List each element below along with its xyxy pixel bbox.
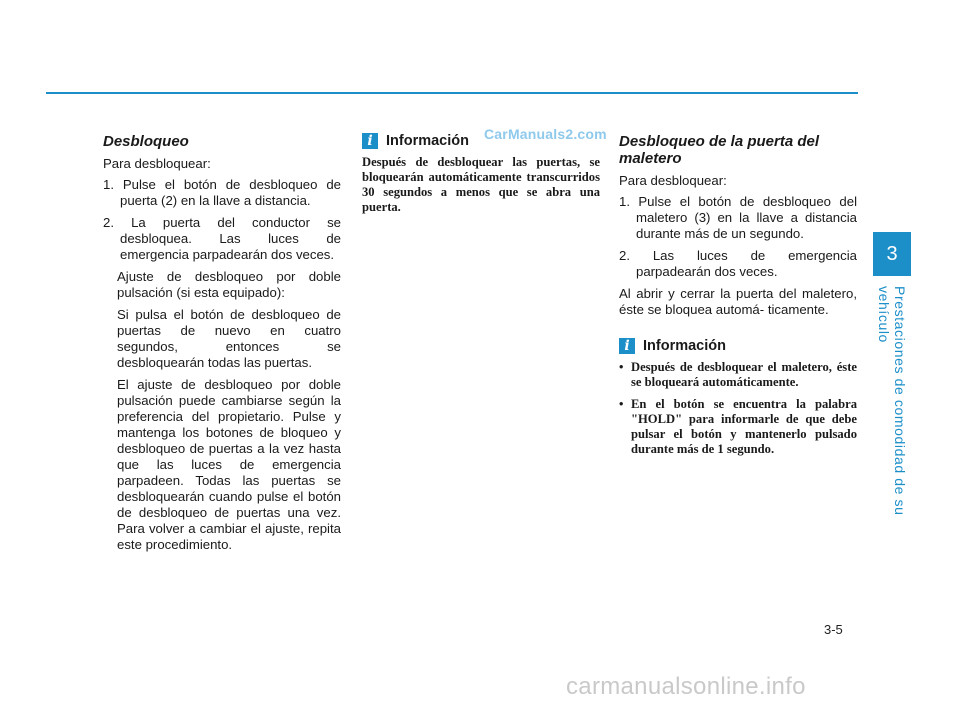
info-icon: i — [362, 133, 378, 149]
step-1: 1. Pulse el botón de desbloqueo de puerta (2) en la llave a distancia. — [103, 177, 341, 208]
bullet-dot: • — [619, 360, 624, 374]
intro-text: Para desbloquear: — [619, 173, 727, 188]
info-text: Después de desbloquear las puertas, se bloquearán automáticamente transcurridos 30 segundos a menos que se abra una puerta. — [362, 155, 600, 214]
step-1: 1. Pulse el botón de desbloqueo del maletero (3) en la llave a distancia durante más de un segundo. — [619, 194, 857, 241]
section-title: Desbloqueo — [103, 133, 189, 150]
page-number: 3-5 — [824, 622, 843, 637]
chapter-number: 3 — [873, 232, 911, 276]
unlock-section — [103, 133, 341, 559]
info-title: Información — [643, 338, 726, 354]
bullet-text: En el botón se encuentra la palabra "HOLD" para informarle de que debe pulsar el botón y mantenerlo pulsado durante más de 1 segundo. — [631, 397, 857, 456]
watermark-top: CarManuals2.com — [484, 126, 607, 142]
info-bullet — [619, 397, 857, 457]
info-box — [362, 133, 600, 215]
trunk-lock-text: Al abrir y cerrar la puerta del maletero, éste se bloquea automá- ticamente. — [619, 286, 857, 317]
bullet-dot: • — [619, 397, 624, 411]
watermark-bottom: carmanualsonline.info — [566, 673, 806, 700]
double-press-text: Si pulsa el botón de desbloqueo de puertas de nuevo en cuatro segundos, entonces se desbloquearán todas las puertas. — [117, 307, 341, 370]
info-bullet — [619, 360, 857, 390]
double-press-heading: Ajuste de desbloqueo por doble pulsación (si esta equipado): — [117, 269, 341, 300]
info-icon: i — [619, 338, 635, 354]
info-title: Información — [386, 133, 469, 149]
info-header — [619, 338, 857, 354]
intro-text: Para desbloquear: — [103, 156, 211, 171]
double-press-setting-text: El ajuste de desbloqueo por doble pulsación puede cambiarse según la preferencia del propietario. Pulse y mantenga los botones de bloqueo y desbloqueo de puertas a la vez hasta que las luces de emergencia parpadeen. Todas las puertas se desbloquearán cuando pulse el botón de desbloqueo de puertas una vez. Para volver a cambiar el ajuste, repita este procedimiento. — [117, 377, 341, 552]
trunk-unlock-section — [619, 133, 857, 464]
step-2: 2. Las luces de emergencia parpadearán dos veces. — [619, 248, 857, 279]
chapter-title: Prestaciones de comodidad de su vehículo — [876, 286, 908, 516]
step-2: 2. La puerta del conductor se desbloquea. Las luces de emergencia parpadearán dos veces. — [103, 215, 341, 262]
bullet-text: Después de desbloquear el maletero, éste se bloqueará automáticamente. — [631, 360, 857, 389]
section-title: Desbloqueo de la puerta del maletero — [619, 133, 820, 167]
header-rule — [46, 92, 858, 94]
